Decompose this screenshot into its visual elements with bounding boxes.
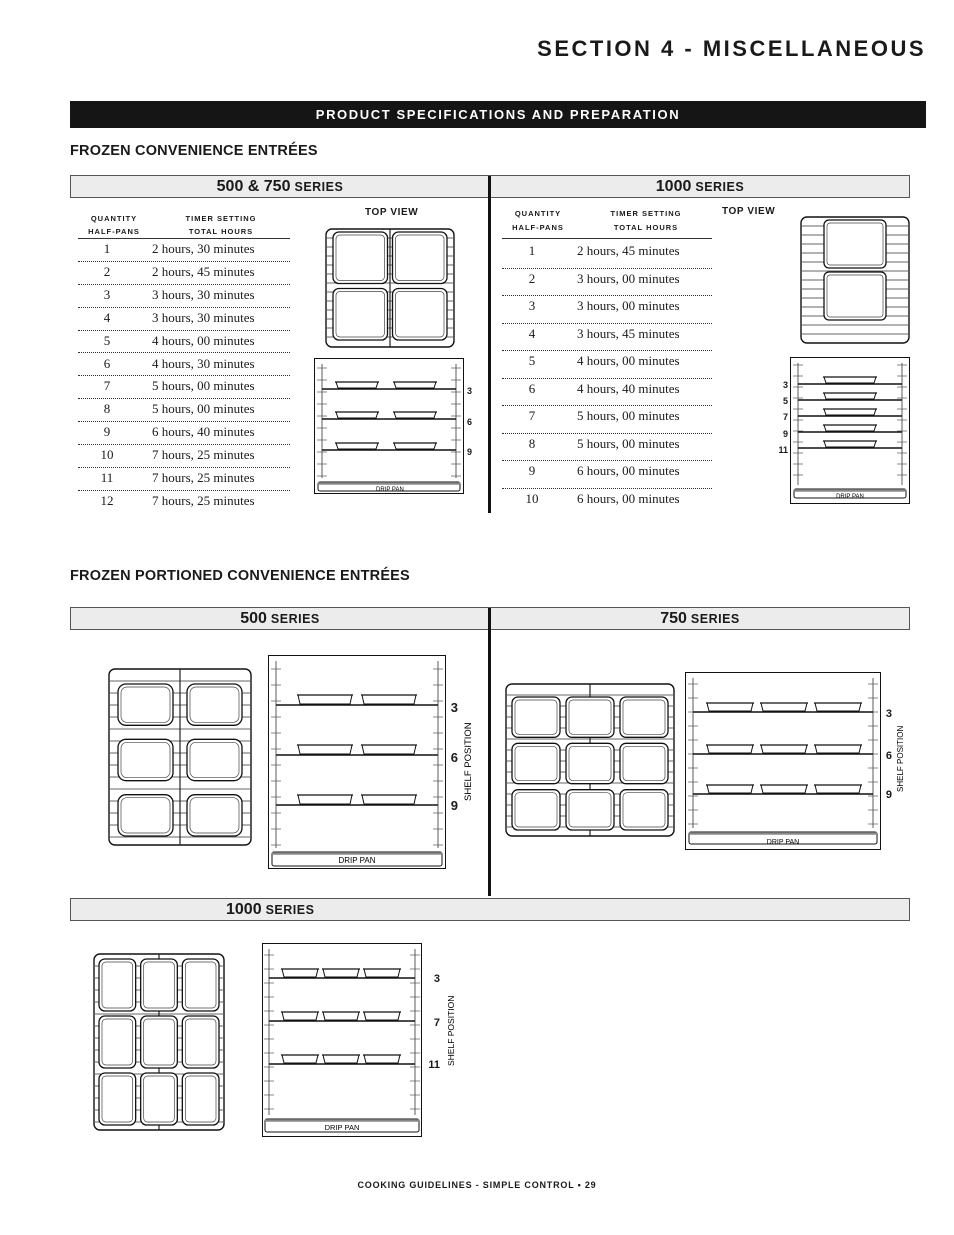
header-line: QUANTITY [514,209,562,218]
timer-cell: 2 hours, 45 minutes [577,243,680,258]
pan-side [364,969,400,977]
pan-side [336,412,378,418]
header-line: HALF-PANS [512,223,564,232]
quantity-cell: 10 [525,490,539,506]
shelf-number: 9 [466,447,472,457]
series-suffix: SERIES [294,180,344,194]
pan-side [298,695,352,704]
pan-outline [824,220,886,268]
pan-side [394,382,436,388]
shelf-number: 6 [466,417,472,427]
pan-side [815,785,861,793]
series-number: 1000 [226,901,262,918]
quantity-cell: 1 [528,243,536,258]
quantity-cell: 2 [103,263,111,279]
pan-outline [512,697,560,737]
pan-outline [187,684,242,725]
header-line: QUANTITY [90,214,138,223]
shelf-position-label [445,982,457,1068]
timer-cell: 6 hours, 00 minutes [577,463,680,478]
timer-cell: 5 hours, 00 minutes [577,435,680,451]
timer-cell: 3 hours, 00 minutes [577,270,680,286]
shelf-position-label [462,705,474,801]
pan-side [394,443,436,449]
series-suffix: SERIES [270,612,320,626]
shelf-number: 3 [885,708,892,720]
drip-pan-label: DRIP PAN [836,494,864,500]
series-500-bar [70,607,490,630]
pan-side [282,1012,318,1020]
section-banner: PRODUCT SPECIFICATIONS AND PREPARATION [70,101,926,128]
timer-cell: 4 hours, 00 minutes [577,353,680,368]
page-footer: COOKING GUIDELINES - SIMPLE CONTROL • 29 [357,1180,597,1190]
quantity-cell: 6 [103,355,111,371]
timer-cell: 7 hours, 25 minutes [152,492,255,508]
series-suffix: SERIES [695,180,745,194]
quantity-cell: 4 [103,309,111,325]
top-view-1x2-diagram [800,216,910,344]
shelf-number: 11 [778,445,788,455]
timer-cell: 5 hours, 00 minutes [577,408,680,423]
shelf-number: 3 [450,700,458,715]
series-label [226,899,314,921]
oven-frame [269,656,446,869]
pan-outline [99,959,136,1011]
quantity-cell: 8 [528,435,536,451]
table-row [78,262,290,285]
top-view-label: TOP VIEW [722,206,776,217]
timer-cell: 7 hours, 25 minutes [152,470,255,485]
quantity-cell: 8 [103,401,111,417]
quantity-cell: 1 [103,241,111,256]
pan-side [362,795,416,804]
timer-cell: 6 hours, 00 minutes [577,490,680,506]
table-row [502,351,712,379]
quantity-cell: 12 [100,492,114,508]
shelf-number: 6 [450,750,458,765]
pan-side [824,441,876,447]
header-line: TIMER SETTING [610,209,682,218]
pan-outline [187,795,242,836]
header-line: TOTAL HOURS [188,227,254,236]
pan-outline [182,1073,219,1125]
pan-side [824,409,876,415]
table-row [78,354,290,377]
oven-frame [686,673,881,850]
header-line: TIMER SETTING [185,214,257,223]
timer-cell: 4 hours, 40 minutes [577,380,680,396]
pan-outline [99,1073,136,1125]
table-row [78,399,290,422]
timer-cell: 2 hours, 45 minutes [152,263,255,279]
quantity-cell: 3 [528,298,536,313]
pan-side [336,382,378,388]
pan-side [298,795,352,804]
pan-outline [620,790,668,830]
pan-side [323,1055,359,1063]
pan-outline [393,289,448,341]
timer-cell: 5 hours, 00 minutes [152,378,255,394]
quantity-cell: 9 [528,463,536,478]
pan-side [336,443,378,449]
pan-side [364,1055,400,1063]
shelf-number: 6 [885,750,892,762]
table-row [78,422,290,445]
table-row [78,308,290,331]
table-row [78,331,290,354]
drip-pan-label: DRIP PAN [338,856,376,865]
timer-column-header [175,212,267,238]
section-title: SECTION 4 - MISCELLANEOUS [537,36,926,61]
timer-cell: 2 hours, 30 minutes [152,241,255,256]
timer-cell: 3 hours, 45 minutes [577,325,680,341]
quantity-cell: 4 [528,325,536,341]
series-number: 500 [240,610,267,627]
pan-side [707,745,753,753]
series-suffix: SERIES [265,903,315,917]
oven-side-view-diagram [262,943,422,1137]
column-divider [488,608,491,896]
pan-outline [393,232,448,284]
table-row [78,285,290,308]
header-line: HALF-PANS [88,227,140,236]
pan-outline [566,743,614,783]
timer-column-header [600,207,692,235]
table-row [78,491,290,514]
table-row [78,239,290,262]
pan-outline [99,1016,136,1068]
portioned-entrees-heading: FROZEN PORTIONED CONVENIENCE ENTRÉES [70,568,410,584]
pan-outline [566,697,614,737]
column-divider [488,176,491,513]
pan-outline [118,739,173,780]
pan-outline [118,795,173,836]
table-row [78,445,290,468]
pan-side [362,695,416,704]
series-1000-bar [490,175,910,198]
timer-cell: 3 hours, 30 minutes [152,286,255,302]
timer-cell: 3 hours, 30 minutes [152,309,255,325]
timer-cell: 3 hours, 00 minutes [577,298,680,313]
pan-side [362,745,416,754]
pan-side [824,393,876,399]
pan-side [707,785,753,793]
pan-outline [512,743,560,783]
pan-outline [187,739,242,780]
shelf-number: 9 [885,789,892,801]
quantity-cell: 3 [103,286,111,302]
timer-cell: 5 hours, 00 minutes [152,401,255,417]
pan-outline [620,697,668,737]
table-row [502,269,712,297]
pan-outline [566,790,614,830]
pan-side [761,785,807,793]
series-number: 1000 [655,178,692,195]
quantity-cell: 11 [100,470,114,485]
shelf-position-text: SHELF POSITION [446,995,456,1066]
pan-outline [118,684,173,725]
pan-side [323,969,359,977]
drip-pan-label: DRIP PAN [324,1123,360,1132]
quantity-cell: 7 [103,378,111,394]
pan-outline [141,1016,178,1068]
table-row [502,241,712,269]
pan-outline [141,1073,178,1125]
top-view-9-pan-tall-diagram [93,953,225,1131]
table-row [502,434,712,462]
top-view-label: TOP VIEW [365,207,419,218]
table-row [502,461,712,489]
header-line: TOTAL HOURS [613,223,679,232]
shelf-number: 7 [782,412,788,422]
quantity-cell: 2 [528,270,536,286]
series-number: 750 [660,610,687,627]
series-750-bar [490,607,910,630]
pan-side [815,703,861,711]
quantity-cell: 5 [103,332,111,348]
table-header-rule [502,238,712,239]
pan-side [824,425,876,431]
pan-side [298,745,352,754]
pan-outline [182,959,219,1011]
top-view-6-pan-diagram [108,668,252,846]
top-view-2x2-diagram [325,228,455,348]
shelf-number: 9 [450,798,458,813]
shelf-number: 11 [428,1059,440,1071]
pan-side [364,1012,400,1020]
pan-outline [620,743,668,783]
pan-side [761,745,807,753]
quantity-cell: 7 [528,408,536,423]
oven-side-view-diagram [268,655,446,869]
quantity-column-header [502,207,574,235]
oven-frame [315,359,464,494]
series-number: 500 & 750 [216,178,291,195]
pan-outline [333,289,388,341]
series-500-750-bar [70,175,490,198]
shelf-number: 9 [782,429,788,439]
table-row [502,324,712,352]
pan-side [761,703,807,711]
top-view-9-pan-diagram [505,683,675,837]
quantity-cell: 10 [100,447,114,463]
quantity-column-header [78,212,150,238]
pan-side [815,745,861,753]
quantity-cell: 9 [103,424,111,440]
table-row [502,379,712,407]
pan-outline [182,1016,219,1068]
table-row [78,376,290,399]
shelf-number: 3 [466,386,472,396]
pan-side [323,1012,359,1020]
shelf-number: 7 [433,1017,440,1029]
drip-pan-label: DRIP PAN [376,487,404,493]
timer-cell: 4 hours, 30 minutes [152,355,255,371]
pan-outline [141,959,178,1011]
oven-side-view-diagram [314,358,464,494]
series-suffix: SERIES [690,612,740,626]
quantity-cell: 5 [528,353,536,368]
table-row [502,406,712,434]
timer-cell: 4 hours, 00 minutes [152,332,255,348]
pan-outline [824,272,886,320]
pan-outline [333,232,388,284]
pan-side [707,703,753,711]
timer-cell: 7 hours, 25 minutes [152,447,255,463]
oven-side-view-diagram [790,357,910,504]
shelf-number: 3 [782,380,788,390]
oven-side-view-diagram [685,672,881,850]
shelf-number: 3 [433,973,440,985]
frozen-entrees-heading: FROZEN CONVENIENCE ENTRÉES [70,143,318,159]
pan-side [282,1055,318,1063]
shelf-position-text: SHELF POSITION [896,725,905,792]
table-row [78,468,290,491]
pan-side [394,412,436,418]
shelf-position-label [895,715,907,795]
drip-pan-label: DRIP PAN [766,839,800,846]
pan-side [282,969,318,977]
quantity-cell: 6 [528,380,536,396]
table-row [502,296,712,324]
timer-cell: 6 hours, 40 minutes [152,424,255,440]
pan-outline [512,790,560,830]
pan-side [824,377,876,383]
table-row [502,489,712,517]
series-1000-portioned-bar [70,898,910,921]
shelf-position-text: SHELF POSITION [463,722,474,801]
shelf-number: 5 [782,396,788,406]
